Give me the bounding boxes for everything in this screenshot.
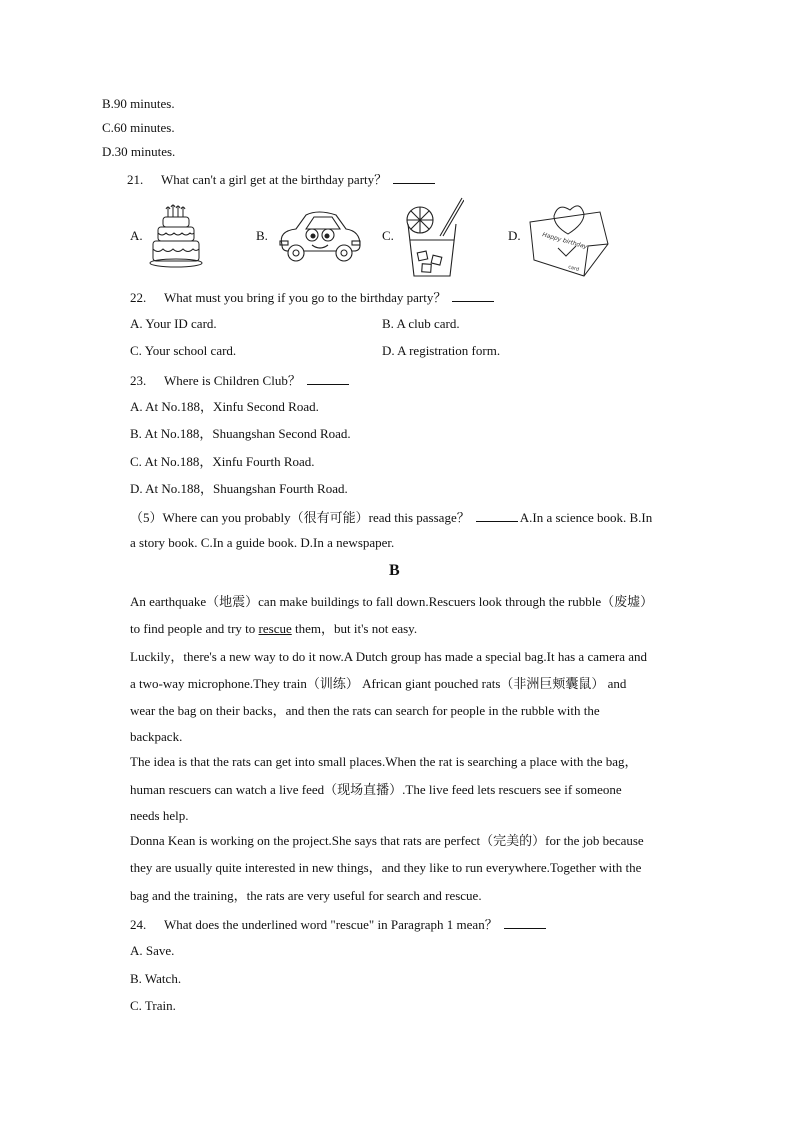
underlined-word-rescue: rescue <box>258 621 292 636</box>
card-text-happy-birthday: Happy birthday <box>541 231 588 251</box>
paragraph-3-line-1: The idea is that the rats can get into small places.When the rat is searching a place with the bag， <box>130 754 638 769</box>
section-heading-b: B <box>389 562 400 579</box>
paragraph-3-line-2: human rescuers can watch a live feed（现场直播）.The live feed lets rescuers see if someone <box>130 782 622 797</box>
question-5-text: （5）Where can you probably（很有可能）read this passage？ <box>130 510 470 525</box>
question-5 <box>130 509 652 526</box>
q22-option-b: B. A club card. <box>382 316 460 331</box>
q24-option-c: C. Train. <box>130 998 176 1013</box>
question-23-text: Where is Children Club？ <box>164 373 301 388</box>
q23-option-a: A. At No.188，Xinfu Second Road. <box>130 399 319 414</box>
paragraph-3-line-3: needs help. <box>130 808 189 823</box>
question-22-text: What must you bring if you go to the birthday party？ <box>164 290 447 305</box>
q22-option-c: C. Your school card. <box>130 343 237 358</box>
paragraph-4-line-2: they are usually quite interested in new things，and they like to run everywhere.Together with the <box>130 860 642 875</box>
birthday-cake-icon <box>148 203 204 273</box>
toy-car-icon <box>276 207 364 269</box>
q22-option-d: D. A registration form. <box>382 343 501 358</box>
card-text-card: card <box>567 264 580 273</box>
answer-blank <box>307 372 349 385</box>
paragraph-2-line-2: a two-way microphone.They train（训练） African giant pouched rats（非洲巨颊囊鼠） and <box>130 676 627 691</box>
question-23-number: 23. <box>130 373 147 388</box>
question-5-options-line2: a story book. C.In a guide book. D.In a newspaper. <box>130 535 395 550</box>
paragraph-2-line-1: Luckily，there's a new way to do it now.A Dutch group has made a special bag.It has a camera and <box>130 649 647 664</box>
answer-blank <box>504 916 546 929</box>
q24-option-b: B. Watch. <box>130 971 182 986</box>
option-c-60-minutes: C.60 minutes. <box>102 120 175 135</box>
paragraph-1-line-1: An earthquake（地震）can make buildings to fall down.Rescuers look through the rubble（废墟） <box>130 594 654 609</box>
question-22 <box>130 289 494 306</box>
q21-option-a-letter: A. <box>130 228 143 243</box>
option-b-90-minutes: B.90 minutes. <box>102 96 175 111</box>
question-5-options-line1: A.In a science book. B.In <box>519 510 653 525</box>
answer-blank <box>476 509 518 522</box>
paragraph-2-line-3: wear the bag on their backs，and then the rats can search for people in the rubble with the <box>130 703 600 718</box>
q24-option-a: A. Save. <box>130 943 175 958</box>
question-22-number: 22. <box>130 290 147 305</box>
paragraph-1-line-2 <box>130 622 417 637</box>
paragraph-1-text: to find people and try to <box>130 621 259 636</box>
option-d-30-minutes: D.30 minutes. <box>102 144 176 159</box>
q23-option-c: C. At No.188，Xinfu Fourth Road. <box>130 454 315 469</box>
q21-option-c-letter: C. <box>382 228 394 243</box>
question-23 <box>130 372 349 389</box>
question-21 <box>127 171 435 188</box>
question-21-number: 21. <box>127 172 144 187</box>
paragraph-4-line-3: bag and the training，the rats are very useful for search and rescue. <box>130 888 482 903</box>
question-21-text: What can't a girl get at the birthday party？ <box>161 172 388 187</box>
answer-blank <box>452 289 494 302</box>
paragraph-2-line-4: backpack. <box>130 729 183 744</box>
q21-option-b-letter: B. <box>256 228 268 243</box>
juice-glass-icon <box>402 196 464 282</box>
paragraph-1-text-end: them，but it's not easy. <box>291 621 418 636</box>
question-24-number: 24. <box>130 917 147 932</box>
q21-option-d-letter: D. <box>508 228 521 243</box>
question-24-text: What does the underlined word "rescue" in Paragraph 1 mean？ <box>164 917 498 932</box>
q22-option-a: A. Your ID card. <box>130 316 217 331</box>
paragraph-4-line-1: Donna Kean is working on the project.She says that rats are perfect（完美的）for the job because <box>130 833 644 848</box>
answer-blank <box>393 171 435 184</box>
q23-option-b: B. At No.188，Shuangshan Second Road. <box>130 426 351 441</box>
birthday-card-icon <box>528 198 610 282</box>
q23-option-d: D. At No.188，Shuangshan Fourth Road. <box>130 481 348 496</box>
question-24 <box>130 916 546 933</box>
